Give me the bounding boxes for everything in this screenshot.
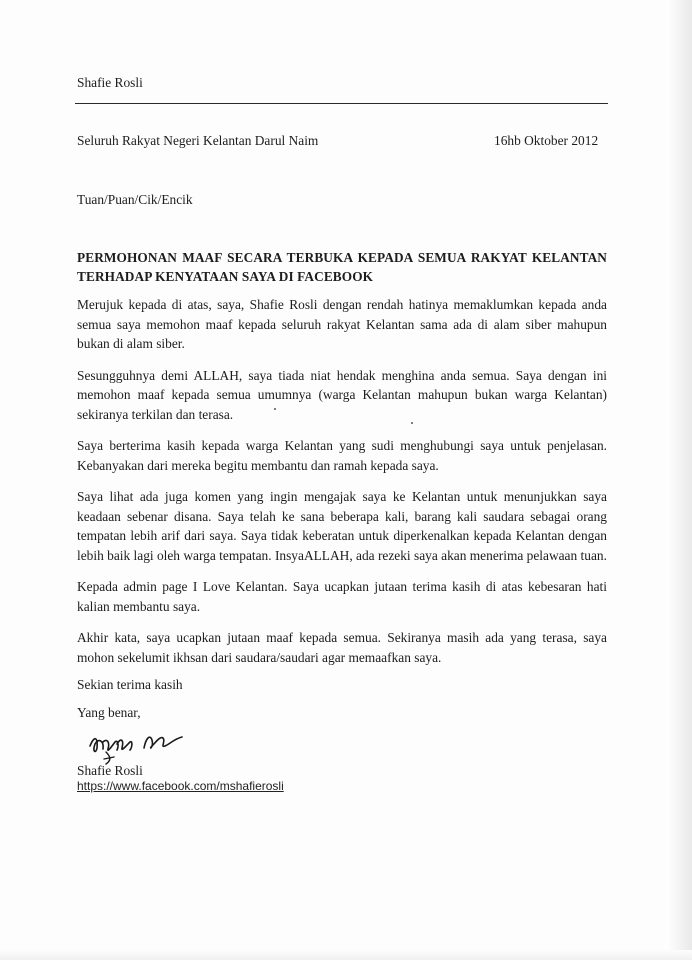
body-paragraph-6: Akhir kata, saya ucapkan jutaan maaf kepada semua. Sekiranya masih ada yang terasa, saya mohon sekelumit ikhsan dari saudara/saudari agar memaafkan saya. <box>77 630 607 665</box>
subject-heading: PERMOHONAN MAAF SECARA TERBUKA KEPADA SEMUA RAKYAT KELANTAN TERHADAP KENYATAAN SAYA DI FACEBOOK <box>77 250 607 284</box>
body-paragraph-1: Merujuk kepada di atas, saya, Shafie Rosli dengan rendah hatinya memaklumkan kepada anda semua saya memohon maaf kepada seluruh rakyat Kelantan sama ada di alam siber mahupun bukan di alam siber. <box>77 297 607 351</box>
letter-body <box>77 295 607 679</box>
body-paragraph-3: Saya berterima kasih kepada warga Kelantan yang sudi menghubungi saya untuk penjelasan. Kebanyakan dari mereka begitu membantu dan ramah kepada saya. <box>77 438 607 473</box>
recipient-line: Seluruh Rakyat Negeri Kelantan Darul Naim <box>77 133 319 148</box>
scan-speck <box>274 408 276 410</box>
facebook-link[interactable]: https://www.facebook.com/mshafierosli <box>77 779 284 793</box>
letter-date: 16hb Oktober 2012 <box>494 133 599 148</box>
salutation: Tuan/Puan/Cik/Encik <box>77 192 193 207</box>
signature-name: Shafie Rosli <box>77 763 143 778</box>
closing-line: Sekian terima kasih <box>77 677 183 692</box>
body-paragraph-5: Kepada admin page I Love Kelantan. Saya ucapkan jutaan terima kasih di atas kebesaran hati kalian membantu saya. <box>77 579 607 614</box>
yours-line: Yang benar, <box>77 705 141 720</box>
page-bottom-edge <box>0 950 692 960</box>
header-rule <box>75 103 608 104</box>
page-edge-shadow <box>666 0 692 960</box>
body-paragraph-2: Sesungguhnya demi ALLAH, saya tiada niat hendak menghina anda semua. Saya dengan ini memohon maaf kepada semua umumnya (warga Kelantan mahupun bukan warga Kelantan) sekiranya terkilan dan terasa. <box>77 367 607 422</box>
sender-name: Shafie Rosli <box>77 75 143 90</box>
scan-speck <box>411 422 413 424</box>
body-paragraph-4: Saya lihat ada juga komen yang ingin mengajak saya ke Kelantan untuk menunjukkan saya keadaan sebenar disana. Saya telah ke sana beberapa kali, barang kali saudara sebagai orang tempatan lebih arif dari saya. Saya tidak keberatan untuk diperkenalkan kepada Kelantan dengan lebih baik lagi oleh warga tempatan. InsyaALLAH, ada rezeki saya akan menerima pelawaan tuan. <box>77 489 607 563</box>
